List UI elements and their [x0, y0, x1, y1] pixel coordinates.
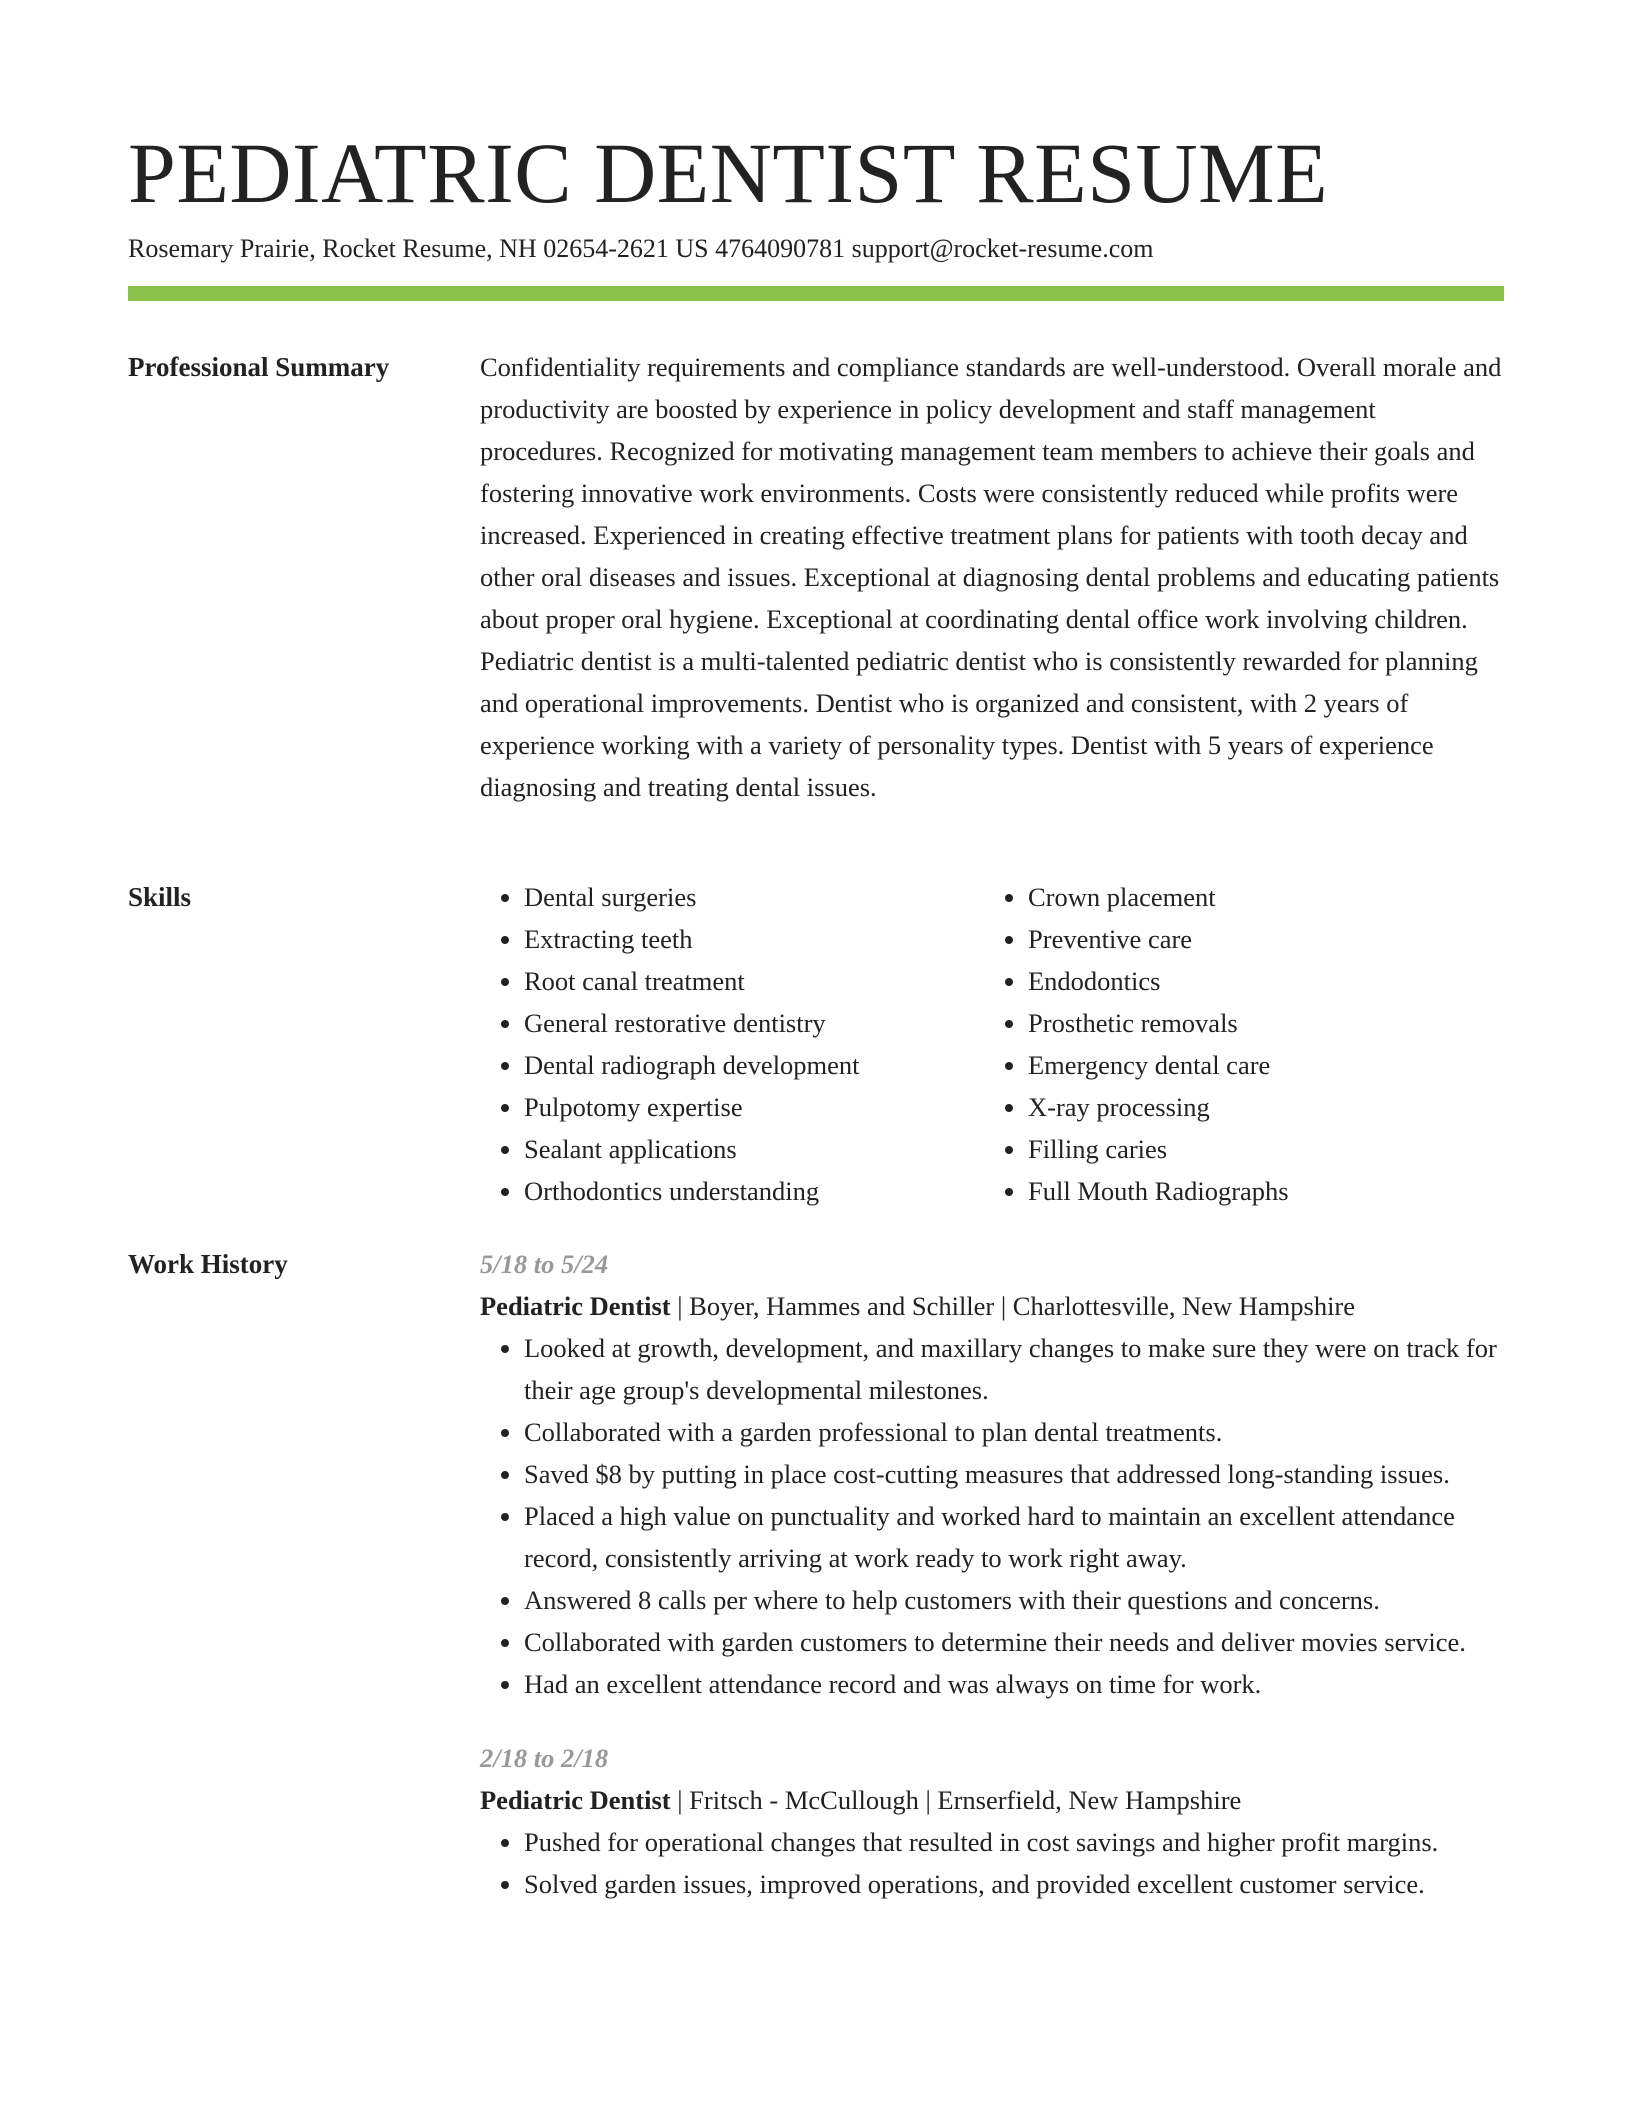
work-history-body	[480, 1243, 1504, 1905]
job-entry	[480, 1243, 1504, 1705]
job-dates: 2/18 to 2/18	[480, 1743, 609, 1773]
job-bullet-list	[480, 1327, 1504, 1705]
professional-summary-section	[128, 346, 1504, 806]
skill-item: • Filling caries	[1028, 1128, 1488, 1170]
skill-item: • Crown placement	[1028, 876, 1488, 918]
job-dates: 5/18 to 5/24	[480, 1249, 609, 1279]
job-bullet-list	[480, 1821, 1504, 1905]
job-bullet: • Collaborated with garden customers to determine their needs and deliver movies service.	[524, 1621, 1504, 1663]
job-bullet: • Placed a high value on punctuality and worked hard to maintain an excellent attendance record, consistently arriving at work ready to work right away.	[524, 1495, 1504, 1579]
skills-columns	[480, 876, 1504, 1212]
summary-body	[480, 346, 1504, 808]
skill-item: • General restorative dentistry	[524, 1002, 984, 1044]
job-bullet: • Solved garden issues, improved operations, and provided excellent customer service.	[524, 1863, 1504, 1905]
section-label-summary: Professional Summary	[128, 352, 390, 382]
job-bullet: • Answered 8 calls per where to help customers with their questions and concerns.	[524, 1579, 1504, 1621]
job-bullet: • Looked at growth, development, and maxillary changes to make sure they were on track for their age group's developmental milestones.	[524, 1327, 1504, 1411]
contact-line: Rosemary Prairie, Rocket Resume, NH 02654-2621 US 4764090781 support@rocket-resume.com	[128, 234, 1154, 263]
section-label-work-history: Work History	[128, 1249, 288, 1279]
job-title: Pediatric Dentist	[480, 1291, 671, 1321]
skills-list-left	[480, 876, 984, 1212]
job-title-line	[480, 1285, 1504, 1327]
job-bullet: • Had an excellent attendance record and was always on time for work.	[524, 1663, 1504, 1705]
job-bullet: • Pushed for operational changes that resulted in cost savings and higher profit margins.	[524, 1821, 1504, 1863]
skill-item: • Pulpotomy expertise	[524, 1086, 984, 1128]
job-entry	[480, 1737, 1504, 1905]
skill-item: • Extracting teeth	[524, 918, 984, 960]
summary-text: Confidentiality requirements and compliance standards are well-understood. Overall morale and productivity are boosted by experience in policy development and staff management procedures. Recognized for motivating management team members to achieve their goals and fostering innovative work environments. Costs were consistently reduced while profits were increased. Experienced in creating effective treatment plans for patients with tooth decay and other oral diseases and issues. Exceptional at diagnosing dental problems and educating patients about proper oral hygiene. Exceptional at coordinating dental office work involving children. Pediatric dentist is a multi-talented pediatric dentist who is consistently rewarded for planning and operational improvements. Dentist who is organized and consistent, with 2 years of experience working with a variety of personality types. Dentist with 5 years of experience diagnosing and treating dental issues.	[480, 352, 1502, 802]
skill-item: • Emergency dental care	[1028, 1044, 1488, 1086]
skill-item: • Root canal treatment	[524, 960, 984, 1002]
skill-item: • Endodontics	[1028, 960, 1488, 1002]
skills-section	[128, 876, 1504, 1216]
skill-item: • Dental surgeries	[524, 876, 984, 918]
job-employer-location: | Fritsch - McCullough | Ernserfield, New Hampshire	[670, 1785, 1242, 1815]
skill-item: • Full Mouth Radiographs	[1028, 1170, 1488, 1212]
skill-item: • Dental radiograph development	[524, 1044, 984, 1086]
work-history-section	[128, 1243, 1504, 2112]
job-bullet: • Collaborated with a garden professional to plan dental treatments.	[524, 1411, 1504, 1453]
skill-item: • X-ray processing	[1028, 1086, 1488, 1128]
skills-body	[480, 876, 1504, 1212]
skill-item: • Prosthetic removals	[1028, 1002, 1488, 1044]
skill-item: • Sealant applications	[524, 1128, 984, 1170]
accent-divider	[128, 286, 1504, 301]
job-title: Pediatric Dentist	[480, 1785, 671, 1815]
job-title-line	[480, 1779, 1504, 1821]
resume-title: PEDIATRIC DENTIST RESUME	[128, 125, 1329, 221]
job-bullet: • Saved $8 by putting in place cost-cutting measures that addressed long-standing issues.	[524, 1453, 1504, 1495]
skill-item: • Preventive care	[1028, 918, 1488, 960]
job-employer-location: | Boyer, Hammes and Schiller | Charlottesville, New Hampshire	[670, 1291, 1356, 1321]
section-label-skills: Skills	[128, 882, 192, 912]
skill-item: • Orthodontics understanding	[524, 1170, 984, 1212]
skills-list-right	[984, 876, 1488, 1212]
